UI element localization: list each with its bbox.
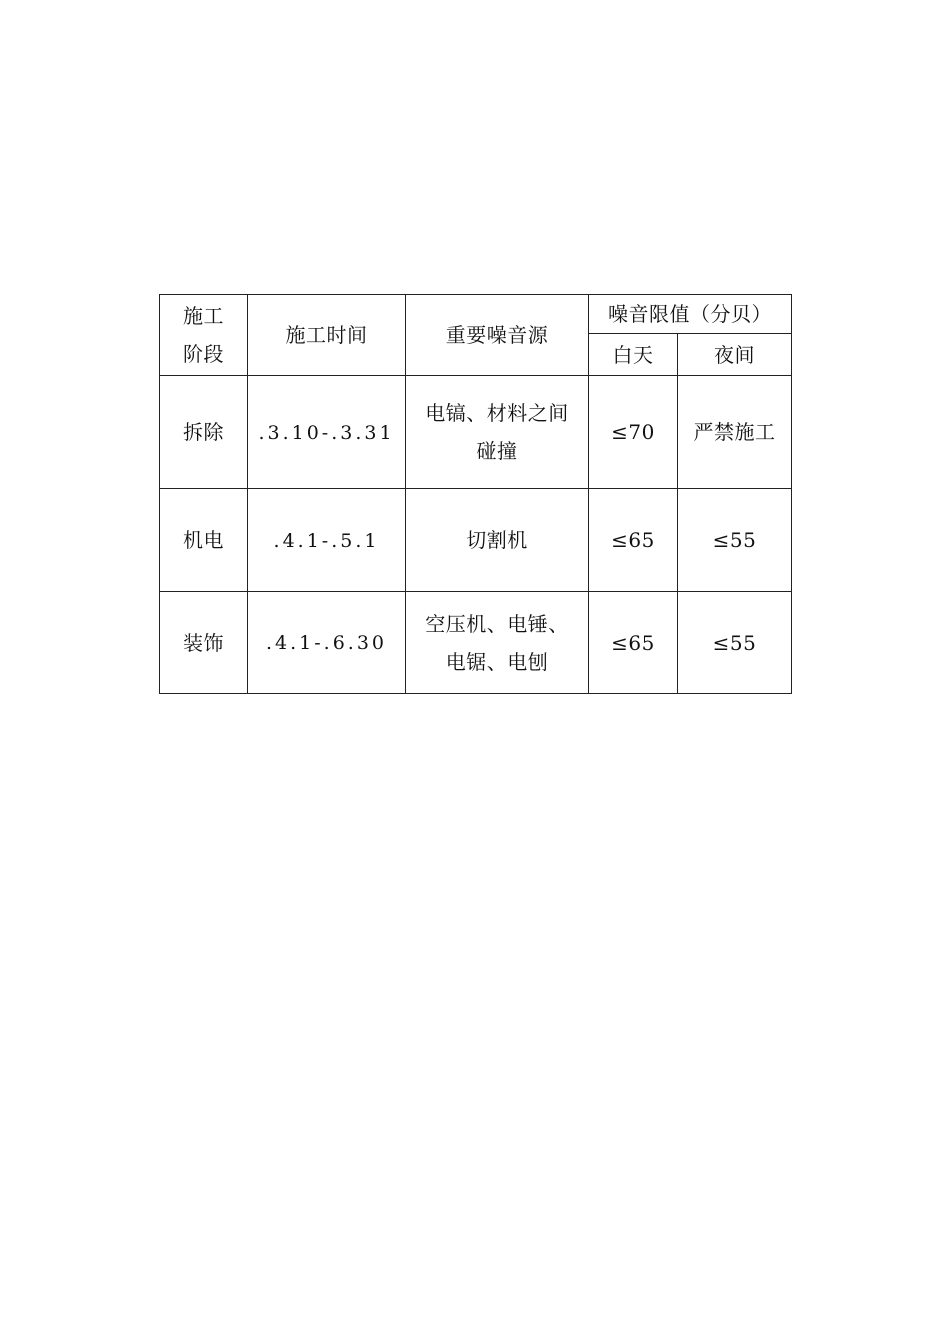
source-cell xyxy=(406,592,589,694)
header-day-cell: 白天 xyxy=(589,334,678,376)
source-line1: 空压机、电锤、 xyxy=(425,611,569,636)
day-limit-cell xyxy=(589,592,678,694)
stage-cell: 机电 xyxy=(160,489,248,592)
header-stage-line2: 阶段 xyxy=(183,342,224,366)
source-line2: 碰撞 xyxy=(476,439,518,463)
source-line2: 电锯、电刨 xyxy=(445,649,549,674)
day-limit-text: ≤65 xyxy=(611,528,655,552)
day-limit-text: ≤70 xyxy=(611,420,655,444)
noise-limit-table xyxy=(159,294,792,694)
header-time-cell: 施工时间 xyxy=(248,295,406,376)
stage-cell: 装饰 xyxy=(160,592,248,694)
day-limit-cell xyxy=(589,376,678,489)
night-limit-text: ≤55 xyxy=(712,630,757,655)
night-limit-cell xyxy=(678,592,792,694)
stage-cell: 拆除 xyxy=(160,376,248,489)
table-row xyxy=(160,376,792,489)
source-cell xyxy=(406,376,589,489)
time-cell xyxy=(248,376,406,489)
table-row xyxy=(160,592,792,694)
time-text: .3.10-.3.31 xyxy=(258,421,395,444)
source-cell: 切割机 xyxy=(406,489,589,592)
header-source-cell: 重要噪音源 xyxy=(406,295,589,376)
day-limit-text: ≤65 xyxy=(611,630,655,655)
header-limit-group-cell: 噪音限值（分贝） xyxy=(589,295,792,334)
night-limit-cell xyxy=(678,489,792,592)
time-text: .4.1-.5.1 xyxy=(273,529,380,552)
night-limit-cell: 严禁施工 xyxy=(678,376,792,489)
table-header-row xyxy=(160,295,792,334)
header-stage-cell xyxy=(160,295,248,376)
header-stage-line1: 施工 xyxy=(183,304,224,328)
time-cell xyxy=(248,489,406,592)
time-cell xyxy=(248,592,406,694)
source-line1: 电镐、材料之间 xyxy=(425,401,569,425)
header-night-cell: 夜间 xyxy=(678,334,792,376)
night-limit-text: ≤55 xyxy=(712,528,757,552)
time-text: .4.1-.6.30 xyxy=(265,632,388,654)
table-row xyxy=(160,489,792,592)
day-limit-cell xyxy=(589,489,678,592)
